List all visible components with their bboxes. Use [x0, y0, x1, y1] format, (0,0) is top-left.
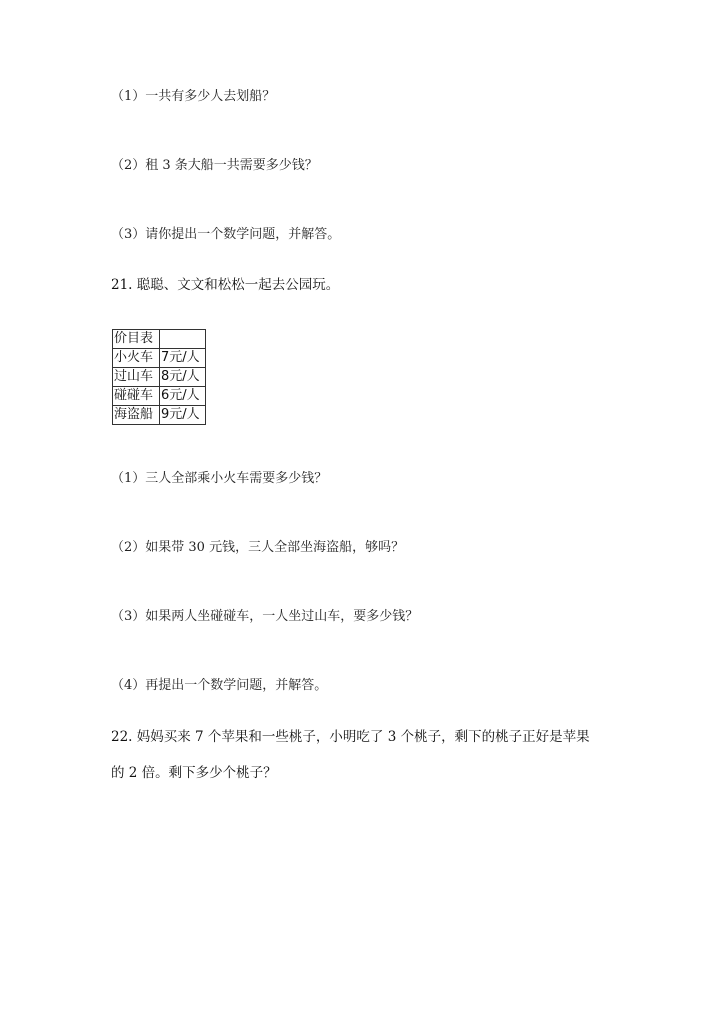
table-row — [113, 406, 206, 425]
q21-title: 21. 聪聪、文文和松松一起去公园玩。 — [111, 277, 340, 293]
table-row — [113, 387, 206, 406]
ride-name: 碰碰车 — [113, 387, 160, 406]
price-table-header-empty — [160, 330, 206, 349]
ride-name: 小火车 — [113, 349, 160, 368]
ride-price: 8元/人 — [160, 368, 206, 387]
q21-sub1: （1）三人全部乘小火车需要多少钱？ — [111, 471, 328, 486]
ride-name: 海盗船 — [113, 406, 160, 425]
price-table-title: 价目表 — [113, 330, 160, 349]
q22-line2: 的 2 倍。剩下多少个桃子？ — [111, 765, 277, 781]
q20-sub1: （1）一共有多少人去划船？ — [111, 89, 276, 104]
table-row — [113, 349, 206, 368]
table-row — [113, 368, 206, 387]
q20-sub2: （2）租 3 条大船一共需要多少钱？ — [111, 158, 318, 173]
ride-price: 6元/人 — [160, 387, 206, 406]
q21-sub2: （2）如果带 30 元钱，三人全部坐海盗船，够吗？ — [111, 540, 405, 555]
ride-price: 7元/人 — [160, 349, 206, 368]
price-table-header-row — [113, 330, 206, 349]
price-table — [112, 329, 206, 425]
q21-sub4: （4）再提出一个数学问题，并解答。 — [111, 678, 328, 693]
q22-line1: 22. 妈妈买来 7 个苹果和一些桃子，小明吃了 3 个桃子，剩下的桃子正好是苹果 — [111, 729, 590, 745]
q20-sub3: （3）请你提出一个数学问题，并解答。 — [111, 227, 341, 242]
q21-sub3: （3）如果两人坐碰碰车，一人坐过山车，要多少钱？ — [111, 609, 419, 624]
ride-name: 过山车 — [113, 368, 160, 387]
ride-price: 9元/人 — [160, 406, 206, 425]
